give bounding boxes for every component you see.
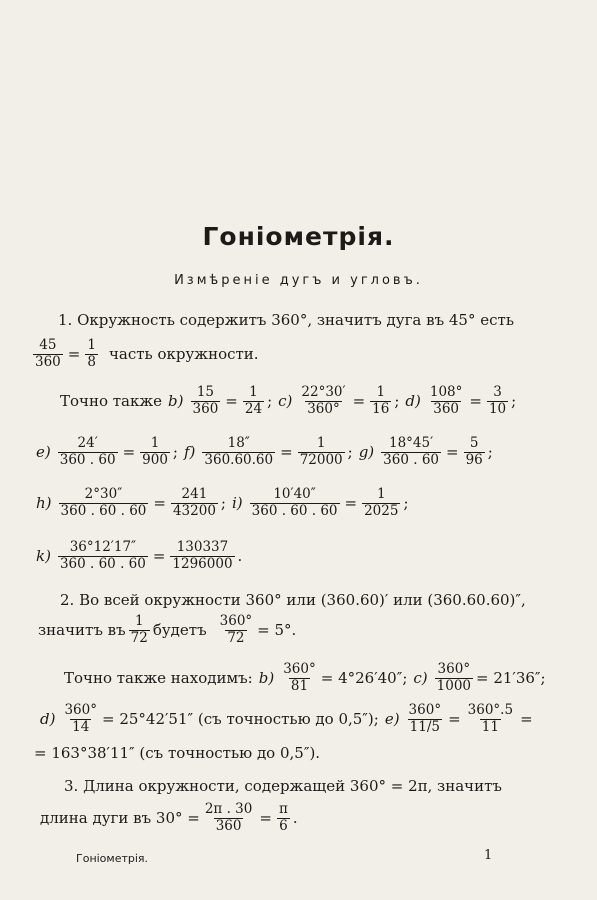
paragraph-3-line-1: 3. Длина окружности, содержащей 360° = 2π, значитъ	[64, 777, 502, 795]
page-title: Гоніометрія.	[202, 222, 395, 251]
fraction: $\frac{360^\circ}{14}$	[64, 702, 97, 735]
footer-running-title: Гоніометрія.	[76, 852, 149, 865]
fraction: $\frac{1}{8}$	[87, 337, 96, 370]
fraction: $\frac{18''}{360.60.60}$	[204, 435, 274, 468]
fraction: $\frac{45}{360}$	[35, 337, 61, 370]
examples-line-1: Точно также b) $\frac{15}{360}$ = $\frac{1}{24}$ ; c) $\frac{22^\circ 30'}{360^\circ}$ = $\frac{1}{16}$ ; d) $\frac{108^\circ}{360}$ = $\frac{3}{10}$ ;	[60, 384, 517, 417]
fraction: $\frac{10'40''}{360 . 60 . 60}$	[251, 486, 338, 519]
fraction: $\frac{36^\circ 12'17''}{360 . 60 . 60}$	[59, 539, 146, 572]
page-number: 1	[484, 848, 493, 863]
paragraph-2-line-1: 2. Во всей окружности 360° или (360.60)′ или (360.60.60)″,	[60, 591, 526, 609]
fraction: $\frac{360^\circ}{72}$	[219, 613, 253, 646]
fraction: $\frac{1}{16}$	[372, 384, 390, 417]
fraction: $\frac{24'}{360 . 60}$	[59, 435, 116, 468]
fraction: $\frac{360^\circ.5}{11}$	[467, 702, 514, 735]
fraction: $\frac{5}{96}$	[465, 435, 483, 468]
examples-line-4: k) $\frac{36^\circ 12'17''}{360 . 60 . 60}$ = $\frac{130337}{1296000}$ .	[36, 539, 243, 572]
fraction: $\frac{241}{43200}$	[172, 486, 216, 519]
fraction: $\frac{2^\circ 30''}{360 . 60 . 60}$	[60, 486, 147, 519]
fraction: $\frac{22^\circ 30'}{360^\circ}$	[301, 384, 346, 417]
fraction: $\frac{3}{10}$	[488, 384, 507, 417]
fraction: $\frac{2\pi . 30}{360}$	[204, 801, 253, 834]
paragraph-1-tail: часть окружности.	[108, 345, 259, 364]
paragraph-1-text: 1. Окружность содержитъ 360°, значитъ дуга въ 45° есть	[58, 311, 514, 329]
fraction: $\frac{360^\circ}{11/5}$	[408, 702, 442, 735]
fraction: $\frac{\pi}{6}$	[278, 801, 288, 834]
fraction: $\frac{1}{72000}$	[299, 435, 343, 468]
paragraph-3-line-2: длина дуги въ 30° = $\frac{2\pi . 30}{360}$ = $\frac{\pi}{6}$ .	[40, 801, 298, 834]
paragraph-2-line-3: Точно также находимъ: b) $\frac{360^\circ}{81}$ = 4°26′40″; c) $\frac{360^\circ}{1000}$ = 21′36″;	[64, 661, 546, 694]
fraction: $\frac{1}{900}$	[142, 435, 168, 468]
fraction: $\frac{360^\circ}{81}$	[283, 661, 316, 694]
paragraph-1-line-2: $\frac{45}{360}$ = $\frac{1}{8}$ часть окружности.	[35, 337, 259, 370]
paragraph-2-line-4: d) $\frac{360^\circ}{14}$ = 25°42′51″ (съ точностью до 0,5″); e) $\frac{360^\circ}{11/5}$ = $\frac{360^\circ.5}{11}$ =	[40, 702, 533, 735]
section-subtitle: Измѣреніе дугъ и угловъ.	[174, 273, 423, 288]
examples-line-3: h) $\frac{2^\circ 30''}{360 . 60 . 60}$ = $\frac{241}{43200}$ ; i) $\frac{10'40''}{360 . 60 . 60}$ = $\frac{1}{2025}$ ;	[36, 486, 409, 519]
fraction: $\frac{18^\circ 45'}{360 . 60}$	[383, 435, 439, 468]
fraction: $\frac{130337}{1296000}$	[172, 539, 233, 572]
fraction: $\frac{1}{2025}$	[364, 486, 399, 519]
fraction: $\frac{360^\circ}{1000}$	[436, 661, 471, 694]
examples-line-2: e) $\frac{24'}{360 . 60}$ = $\frac{1}{900}$ ; f) $\frac{18''}{360.60.60}$ = $\frac{1}{72000}$ ; g) $\frac{18^\circ 45'}{360 . 60}$ = $\frac{5}{96}$ ;	[36, 435, 493, 468]
paragraph-1-line-1	[58, 311, 597, 329]
fraction: $\frac{108^\circ}{360}$	[429, 384, 463, 417]
paragraph-2-line-2: значитъ въ $\frac{1}{72}$ будетъ $\frac{360^\circ}{72}$ = 5°.	[38, 613, 297, 646]
fraction: $\frac{15}{360}$	[192, 384, 219, 417]
paragraph-2-line-5: = 163°38′11″ (съ точностью до 0,5″).	[34, 744, 321, 762]
fraction: $\frac{1}{24}$	[244, 384, 263, 417]
fraction: $\frac{1}{72}$	[130, 613, 148, 646]
